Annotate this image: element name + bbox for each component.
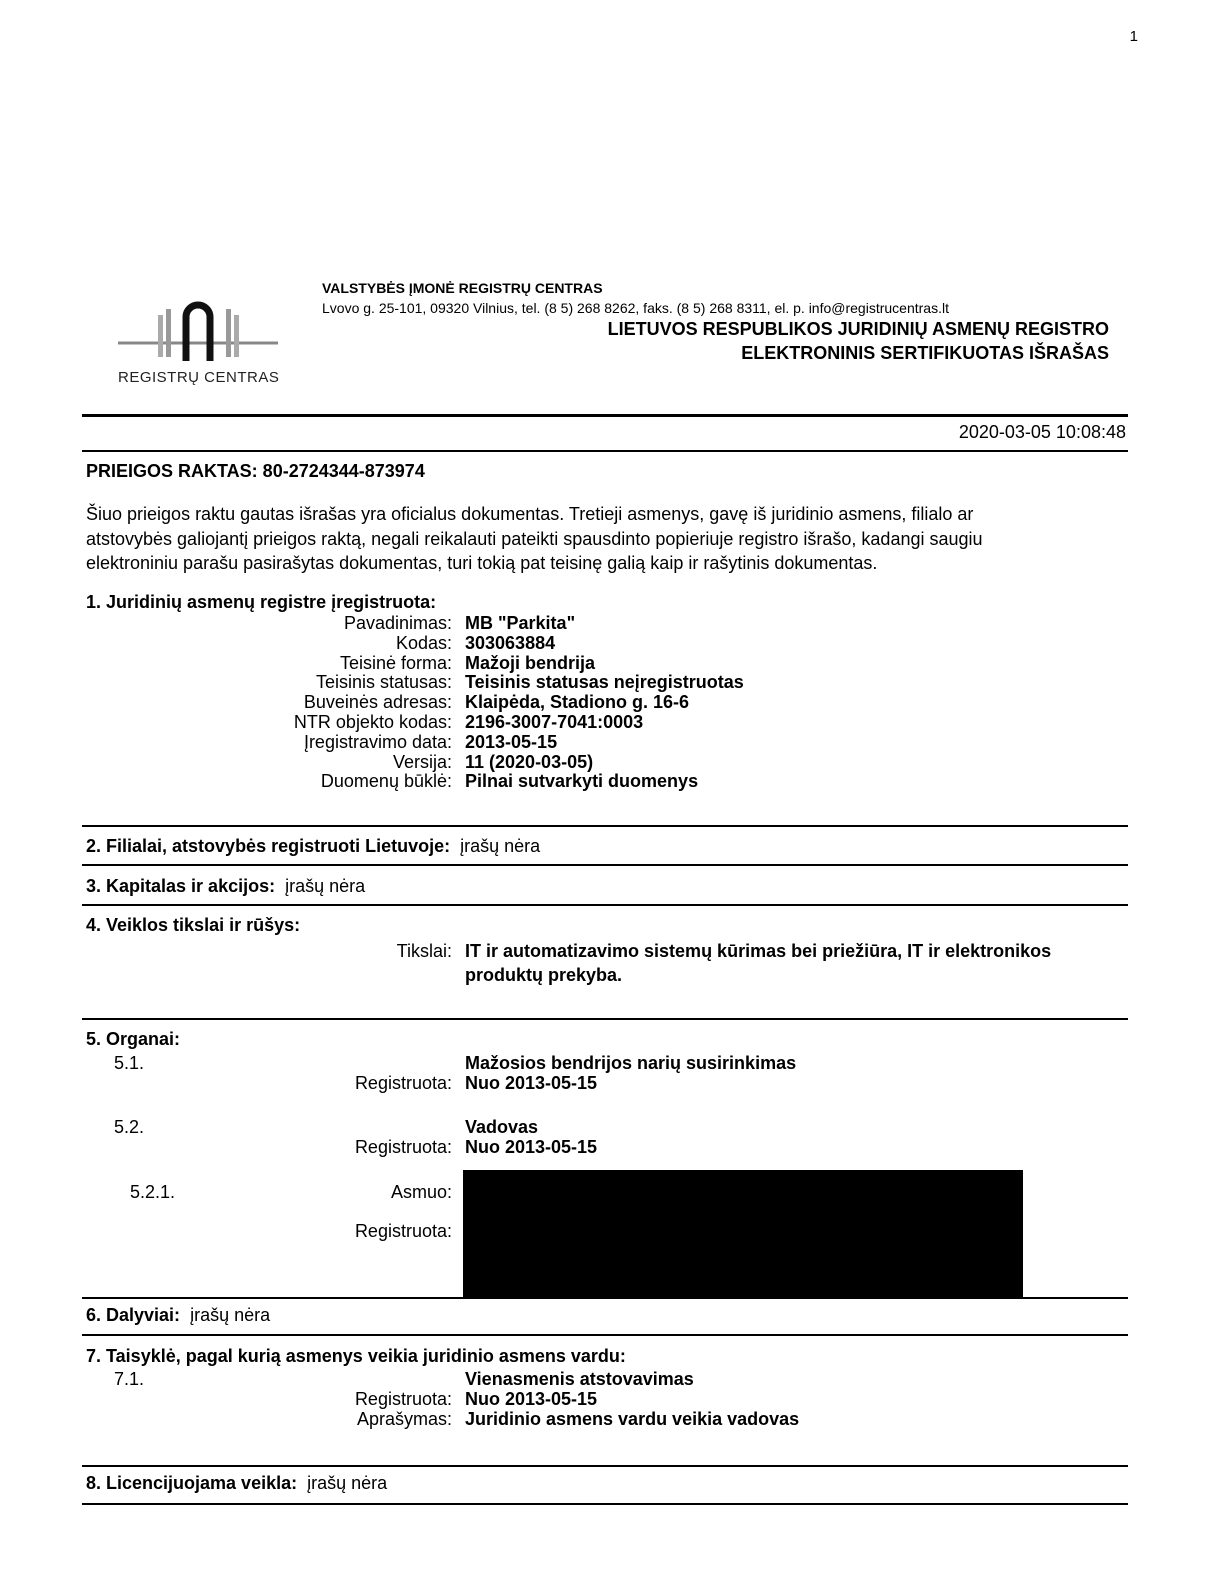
field-value: Nuo 2013-05-15 xyxy=(465,1073,598,1093)
item-number: 5.1. xyxy=(114,1053,145,1073)
rule-name: Vienasmenis atstovavimas xyxy=(465,1369,694,1389)
divider xyxy=(82,1018,1128,1020)
section-6 xyxy=(86,1305,270,1326)
field-value: 2196-3007-7041:0003 xyxy=(465,712,644,732)
field-label: Duomenų būklė: xyxy=(320,771,452,792)
access-key: PRIEIGOS RAKTAS: 80-2724344-873974 xyxy=(86,461,425,481)
section-6-value: įrašų nėra xyxy=(190,1305,271,1325)
field-value: produktų prekyba. xyxy=(465,965,623,985)
divider xyxy=(82,1297,1128,1299)
field-label: Kodas: xyxy=(395,632,452,653)
field-value: Teisinis statusas neįregistruotas xyxy=(465,672,744,693)
section-8 xyxy=(86,1473,387,1494)
field-value: Mažoji bendrija xyxy=(465,652,596,673)
page-number: 1 xyxy=(1129,28,1138,45)
field-value: MB "Parkita" xyxy=(465,613,576,633)
field-label: Registruota: xyxy=(354,1137,452,1157)
section-6-title: 6. Dalyviai: xyxy=(86,1305,181,1325)
field-label: Įregistravimo data: xyxy=(303,731,452,752)
item-number: 7.1. xyxy=(114,1369,145,1389)
field-value: 2013-05-15 xyxy=(465,731,558,752)
field-label: Tikslai: xyxy=(396,941,452,961)
field-value: Juridinio asmens vardu veikia vadovas xyxy=(465,1409,800,1429)
organ-name: Vadovas xyxy=(465,1117,539,1137)
registru-centras-logo xyxy=(98,295,308,390)
field-value: 303063884 xyxy=(465,632,556,653)
document-title-line2: ELEKTRONINIS SERTIFIKUOTAS IŠRAŠAS xyxy=(741,343,1109,363)
section-2-title: 2. Filialai, atstovybės registruoti Lietuvoje: xyxy=(86,836,451,856)
section-2-value: įrašų nėra xyxy=(460,836,541,856)
section-1-title: 1. Juridinių asmenų registre įregistruota: xyxy=(86,592,437,612)
timestamp: 2020-03-05 10:08:48 xyxy=(958,422,1126,442)
intro-paragraph xyxy=(86,502,983,576)
field-label: Registruota: xyxy=(354,1221,452,1241)
field-label: Registruota: xyxy=(354,1389,452,1409)
field-label: Registruota: xyxy=(354,1073,452,1093)
field-label: NTR objekto kodas: xyxy=(293,712,452,732)
field-value: Klaipėda, Stadiono g. 16-6 xyxy=(465,692,690,713)
section-7-title: 7. Taisyklė, pagal kurią asmenys veikia juridinio asmens vardu: xyxy=(86,1346,626,1366)
field-value: Nuo 2013-05-15 xyxy=(465,1137,598,1157)
divider xyxy=(82,1334,1128,1336)
field-label: Teisinis statusas: xyxy=(315,672,452,693)
org-name: VALSTYBĖS ĮMONĖ REGISTRŲ CENTRAS xyxy=(322,280,603,296)
section-8-title: 8. Licencijuojama veikla: xyxy=(86,1473,298,1493)
field-label: Buveinės adresas: xyxy=(303,692,452,713)
intro-line: elektroniniu parašu pasirašytas dokumentas, turi tokią pat teisinę galią kaip ir rašytinis dokumentas. xyxy=(86,553,878,573)
divider xyxy=(82,1465,1128,1467)
divider xyxy=(82,414,1128,417)
field-value: IT ir automatizavimo sistemų kūrimas bei priežiūra, IT ir elektronikos xyxy=(465,941,1052,961)
field-value: Pilnai sutvarkyti duomenys xyxy=(465,771,699,792)
divider xyxy=(82,904,1128,906)
logo-text: REGISTRŲ CENTRAS xyxy=(118,369,280,386)
item-number: 5.2. xyxy=(114,1117,145,1137)
logo-arch-icon xyxy=(98,295,308,365)
field-label: Aprašymas: xyxy=(356,1409,452,1429)
divider xyxy=(82,1503,1128,1505)
document-title-line1: LIETUVOS RESPUBLIKOS JURIDINIŲ ASMENŲ REGISTRO xyxy=(607,319,1109,339)
field-label: Pavadinimas: xyxy=(343,613,452,633)
field-label: Asmuo: xyxy=(390,1182,452,1202)
field-label: Teisinė forma: xyxy=(339,652,452,673)
field-label: Versija: xyxy=(392,751,452,772)
section-3-title: 3. Kapitalas ir akcijos: xyxy=(86,876,276,896)
intro-line: Šiuo prieigos raktu gautas išrašas yra oficialus dokumentas. Tretieji asmenys, gavę iš juridinio asmens, filialo ar xyxy=(86,504,974,524)
org-address: Lvovo g. 25-101, 09320 Vilnius, tel. (8 5) 268 8262, faks. (8 5) 268 8311, el. p. info@registrucentras.lt xyxy=(322,300,949,316)
field-value: 11 (2020-03-05) xyxy=(465,751,594,772)
section-3 xyxy=(86,876,365,897)
section-5-title: 5. Organai: xyxy=(86,1029,181,1049)
section-2 xyxy=(86,836,540,857)
redaction-block xyxy=(463,1170,1023,1297)
divider xyxy=(82,864,1128,866)
divider xyxy=(82,825,1128,827)
divider xyxy=(82,450,1128,452)
section-3-value: įrašų nėra xyxy=(285,876,366,896)
section-4-title: 4. Veiklos tikslai ir rūšys: xyxy=(86,915,301,935)
organ-name: Mažosios bendrijos narių susirinkimas xyxy=(465,1053,797,1073)
section-8-value: įrašų nėra xyxy=(307,1473,388,1493)
field-value: Nuo 2013-05-15 xyxy=(465,1389,598,1409)
item-number: 5.2.1. xyxy=(130,1182,176,1202)
intro-line: atstovybės galiojantį prieigos raktą, negali reikalauti pateikti spausdinto popieriuje registro išrašo, kadangi saugiu xyxy=(86,528,983,549)
